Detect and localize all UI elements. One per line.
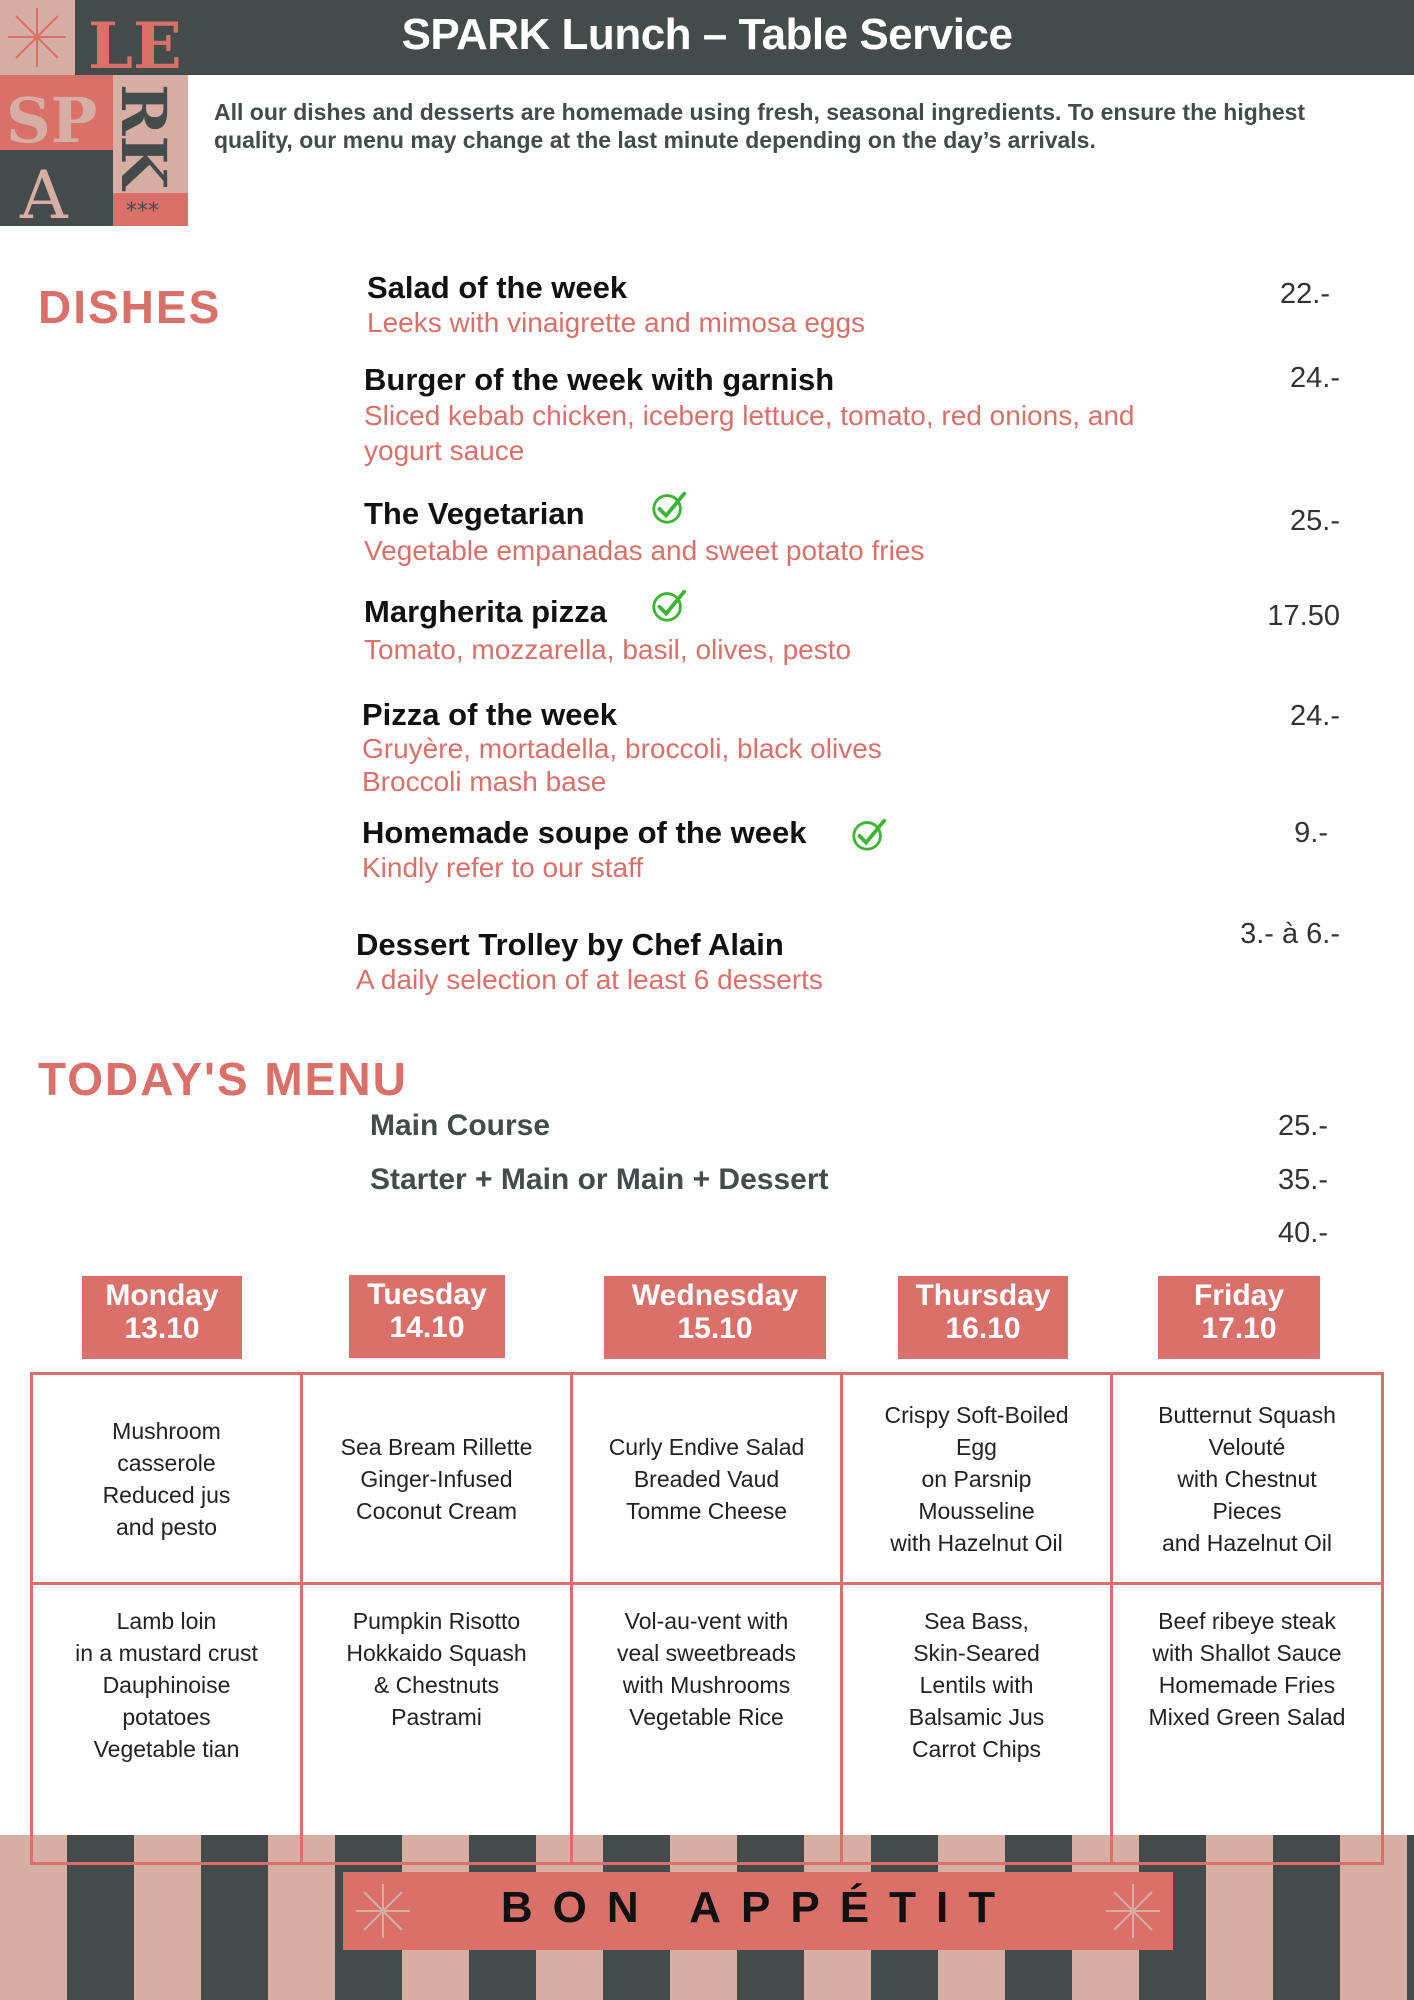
monday-starter: [33, 1375, 303, 1585]
friday-main: [1113, 1585, 1381, 1862]
menu-item-line: Homemade Fries: [1158, 1672, 1336, 1698]
day-date: 17.10: [1201, 1312, 1277, 1345]
day-name: Wednesday: [631, 1279, 799, 1312]
dish-name: Margherita pizza: [364, 594, 607, 629]
day-badge-friday: [1158, 1276, 1320, 1359]
menu-item-line: & Chestnuts: [373, 1672, 500, 1698]
menu-item-line: with Shallot Sauce: [1152, 1640, 1342, 1666]
dish-price: 3.- à 6.-: [1240, 918, 1340, 950]
dishes-section-title: DISHES: [38, 281, 222, 333]
wednesday-main: [573, 1585, 843, 1862]
day-badge-thursday: [898, 1276, 1068, 1359]
day-name: Tuesday: [367, 1278, 487, 1311]
thursday-main: [843, 1585, 1113, 1862]
logo-letters-sp: SP: [6, 84, 98, 157]
logo-letter-a: A: [20, 157, 68, 226]
tuesday-starter: [303, 1375, 573, 1585]
friday-starter: [1113, 1375, 1381, 1585]
menu-item-line: Egg: [956, 1433, 997, 1460]
menu-item-line: Pieces: [1212, 1497, 1282, 1524]
menu-item-line: Crispy Soft-Boiled: [884, 1401, 1069, 1428]
menu-item-line: in a mustard crust: [75, 1640, 258, 1666]
menu-item-line: and pesto: [115, 1513, 217, 1540]
menu-line-price: 25.-: [1278, 1110, 1328, 1142]
menu-item-line: Ginger-Infused: [360, 1465, 513, 1492]
menu-item-line: Sea Bass,: [924, 1608, 1029, 1634]
menu-item-line: Lamb loin: [116, 1608, 217, 1634]
dish-desc: Kindly refer to our staff: [362, 852, 644, 883]
menu-item-line: potatoes: [122, 1704, 211, 1730]
vegetarian-leaf-icon: [650, 586, 688, 624]
menu-item-line: Sea Bream Rillette: [340, 1433, 533, 1460]
day-name: Friday: [1193, 1279, 1285, 1312]
dish-desc: Gruyère, mortadella, broccoli, black olives: [362, 733, 882, 764]
day-badge-monday: [82, 1276, 242, 1359]
tuesday-main: [303, 1585, 573, 1862]
dish-name: Pizza of the week: [362, 697, 617, 732]
menu-item-line: Velouté: [1208, 1433, 1286, 1460]
menu-item-line: Butternut Squash: [1158, 1401, 1336, 1428]
sparkle-logo-icon: [8, 8, 66, 67]
vegetarian-leaf-icon: [850, 815, 888, 853]
menu-item-line: Curly Endive Salad: [608, 1433, 805, 1460]
menu-item-line: Tomme Cheese: [625, 1497, 788, 1524]
dish-price: 22.-: [1280, 278, 1330, 310]
day-name: Thursday: [915, 1279, 1051, 1312]
menu-item-line: Mushroom: [112, 1417, 221, 1444]
page-title: SPARK Lunch – Table Service: [401, 10, 1013, 59]
menu-line-label: Main Course: [370, 1109, 551, 1142]
menu-line-price: 35.-: [1278, 1164, 1328, 1196]
menu-item-line: with Mushrooms: [622, 1672, 791, 1698]
dish-desc-line2: Broccoli mash base: [362, 766, 607, 797]
menu-line-label: Starter + Main or Main + Dessert: [370, 1163, 829, 1196]
day-date: 14.10: [389, 1311, 465, 1344]
logo-stars: ***: [126, 199, 159, 224]
menu-item-line: with Hazelnut Oil: [890, 1529, 1063, 1556]
menu-item-line: Breaded Vaud: [633, 1465, 780, 1492]
thursday-starter: [843, 1375, 1113, 1585]
menu-line-price: 40.-: [1278, 1217, 1328, 1249]
dish-price: 9.-: [1294, 817, 1328, 849]
menu-item-line: Vegetable tian: [93, 1736, 240, 1762]
menu-item-line: Balsamic Jus: [908, 1704, 1045, 1730]
menu-item-line: Vegetable Rice: [629, 1704, 784, 1730]
dish-desc: Vegetable empanadas and sweet potato fries: [364, 535, 925, 566]
monday-main: [33, 1585, 303, 1862]
day-badge-wednesday: [604, 1276, 826, 1359]
day-date: 15.10: [677, 1312, 753, 1345]
menu-item-line: casserole: [117, 1449, 216, 1476]
footer-bon-appetit: BON APPÉTIT: [500, 1883, 1016, 1932]
dish-price: 24.-: [1290, 362, 1340, 394]
menu-item-line: Lentils with: [919, 1672, 1034, 1698]
menu-item-line: on Parsnip: [921, 1465, 1032, 1492]
menu-item-line: and Hazelnut Oil: [1161, 1529, 1333, 1556]
menu-item-line: Dauphinoise: [102, 1672, 231, 1698]
menu-item-line: Skin-Seared: [913, 1640, 1040, 1666]
dish-desc: A daily selection of at least 6 desserts: [356, 964, 823, 995]
todays-menu-title: TODAY'S MENU: [38, 1053, 408, 1105]
day-name: Monday: [105, 1279, 219, 1312]
day-date: 16.10: [945, 1312, 1021, 1345]
dish-name: Dessert Trolley by Chef Alain: [356, 927, 784, 962]
dish-name: Homemade soupe of the week: [362, 815, 807, 850]
menu-item-line: Coconut Cream: [355, 1497, 518, 1524]
menu-item-line: Mousseline: [918, 1497, 1035, 1524]
menu-item-line: Pumpkin Risotto: [352, 1608, 521, 1634]
wednesday-starter: [573, 1375, 843, 1585]
dish-price: 17.50: [1267, 600, 1340, 632]
logo-letters-rk: RK: [107, 84, 180, 190]
menu-item-line: Vol-au-vent with: [624, 1608, 789, 1634]
menu-item-line: Carrot Chips: [911, 1736, 1042, 1762]
vegetarian-leaf-icon: [650, 488, 688, 526]
dish-desc: Sliced kebab chicken, iceberg lettuce, tomato, red onions, and yogurt sauce: [364, 400, 1135, 466]
menu-item-line: Hokkaido Squash: [346, 1640, 527, 1666]
menu-item-line: Pastrami: [391, 1704, 482, 1730]
menu-item-line: Reduced jus: [102, 1481, 231, 1508]
dish-desc: Tomato, mozzarella, basil, olives, pesto: [364, 634, 852, 665]
dish-name: The Vegetarian: [364, 496, 585, 531]
day-date: 13.10: [124, 1312, 200, 1345]
logo-letters-le: LE: [88, 9, 182, 84]
dish-price: 25.-: [1290, 505, 1340, 537]
menu-item-line: with Chestnut: [1177, 1465, 1317, 1492]
spark-logo: [0, 0, 188, 226]
dish-price: 24.-: [1290, 700, 1340, 732]
menu-item-line: veal sweetbreads: [617, 1640, 796, 1666]
dish-name: Salad of the week: [367, 270, 628, 305]
day-badge-tuesday: [349, 1275, 505, 1358]
weekly-menu-grid: [30, 1372, 1384, 1865]
menu-item-line: Beef ribeye steak: [1158, 1608, 1336, 1634]
dish-desc: Leeks with vinaigrette and mimosa eggs: [367, 307, 866, 338]
dish-name: Burger of the week with garnish: [364, 362, 835, 397]
intro-text: All our dishes and desserts are homemade using fresh, seasonal ingredients. To ensure the highest quality, our menu may change at the last minute depending on the day’s arrivals.: [214, 99, 1306, 153]
menu-item-line: Mixed Green Salad: [1148, 1704, 1346, 1730]
